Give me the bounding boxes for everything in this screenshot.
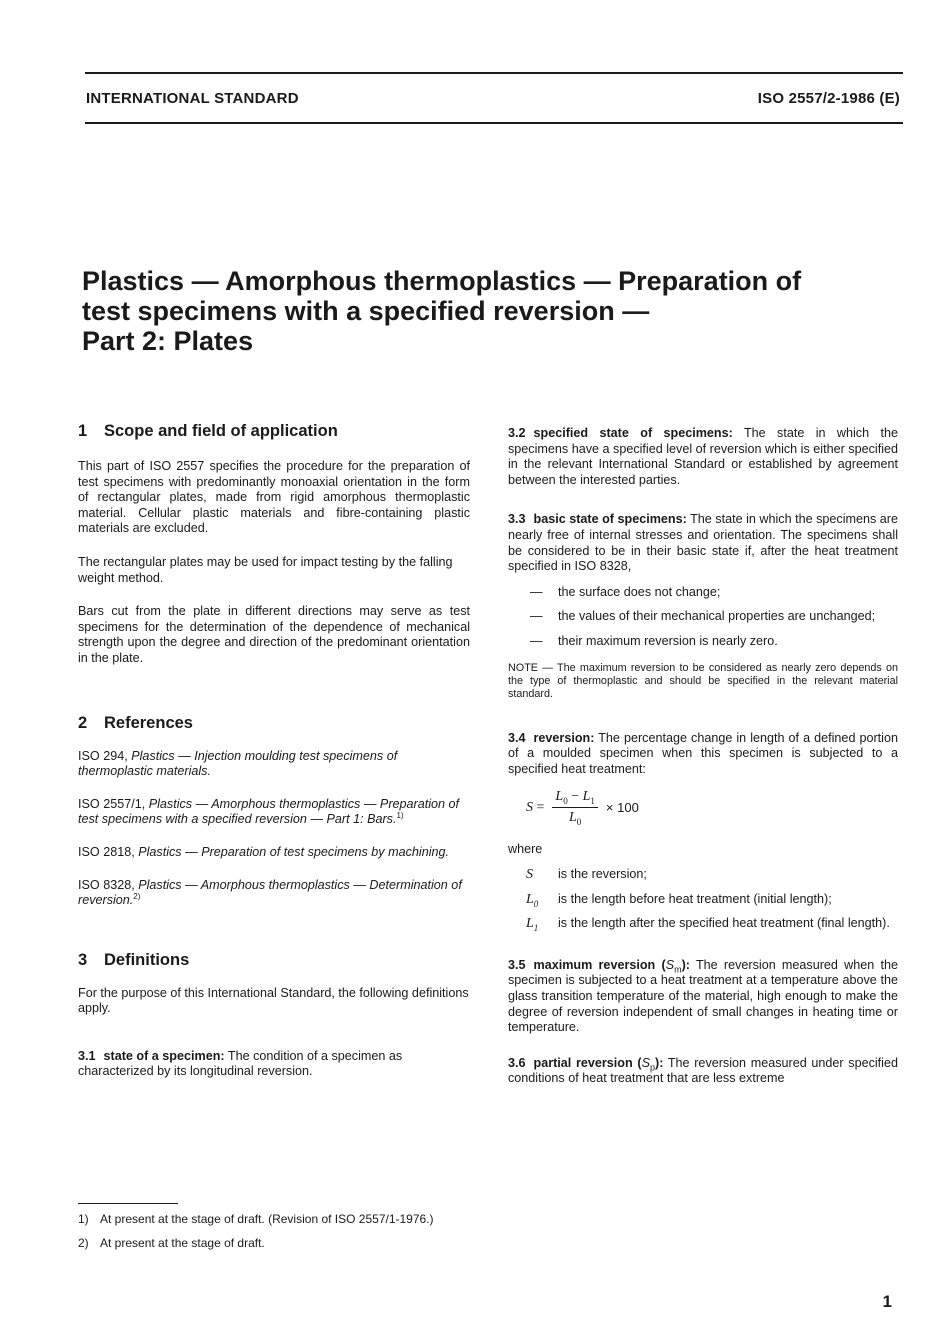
variable-row: $L_0$ is the length before heat treatment (initial length);	[526, 891, 832, 909]
variable-row: S is the reversion;	[526, 867, 647, 883]
list-item: — the surface does not change;	[530, 584, 721, 599]
note-3-3: NOTE — The maximum reversion to be considered as nearly zero depends on the type of thermoplastic and should be specified in the relevant material standard.	[508, 661, 898, 700]
reference-item: ISO 2818, Plastics — Preparation of test specimens by machining.	[78, 844, 450, 859]
document-title	[82, 266, 882, 356]
formula-fraction	[552, 789, 598, 825]
section-3-heading: 3 Definitions	[78, 950, 190, 969]
reversion-formula: S = $\frac{L_0 - L_1}{L_0}$ × 100	[526, 789, 639, 827]
section-1-heading: 1 Scope and field of application	[78, 422, 338, 440]
scope-paragraph-3: Bars cut from the plate in different directions may serve as test specimens for the determination of the dependence of mechanical strength upon the degree and direction of the predominant orientation in the plate.	[78, 604, 470, 665]
reference-item: ISO 2557/1, Plastics — Amorphous thermoplastics — Preparation of test specimens with a specified reversion — Part 1: Bars.$^{1)}$	[78, 796, 460, 827]
reference-item: ISO 294, Plastics — Injection moulding test specimens of thermoplastic materials.	[78, 748, 398, 779]
definition-3-6: 3.6 partial reversion $(S_p)$: The reversion measured under specified conditions of heat treatment that are less extreme	[508, 1055, 898, 1086]
list-item: — the values of their mechanical properties are unchanged;	[530, 609, 876, 624]
footnote: 1) At present at the stage of draft. (Revision of ISO 2557/1-1976.)	[78, 1212, 434, 1226]
header-top-rule	[85, 72, 903, 74]
footnote-separator	[78, 1203, 178, 1204]
definition-3-1: 3.1 state of a specimen: The condition of a specimen as characterized by its longitudinal reversion.	[78, 1048, 403, 1079]
formula-denominator: $L_0$	[569, 809, 582, 827]
title-line-1: Plastics — Amorphous thermoplastics — Preparation of	[82, 266, 802, 296]
scope-paragraph-2: The rectangular plates may be used for impact testing by the falling weight method.	[78, 554, 453, 585]
footnote-ref: 1)	[396, 811, 404, 821]
definition-3-4: 3.4 reversion: The percentage change in length of a defined portion of a moulded specimen when this specimen is subjected to a specified heat treatment:	[508, 730, 898, 776]
definition-3-2: 3.2 specified state of specimens: The state in which the specimens have a specified level of reversion which is either specified in the relevant International Standard or established by agreement between the interested parties.	[508, 426, 898, 487]
variable-row: $L_1$ is the length after the specified heat treatment (final length).	[526, 916, 890, 934]
standard-type-label: INTERNATIONAL STANDARD	[86, 90, 299, 107]
standard-number: ISO 2557/2-1986 (E)	[757, 90, 900, 107]
title-line-3: Part 2: Plates	[82, 326, 254, 356]
footnote-ref: 2)	[133, 891, 141, 901]
page-number: 1	[882, 1292, 892, 1311]
reference-item: ISO 8328, Plastics — Amorphous thermoplastics — Determination of reversion.$^{2)}$	[78, 877, 462, 908]
section-2-heading: 2 References	[78, 713, 193, 732]
definitions-intro: For the purpose of this International Standard, the following definitions apply.	[78, 985, 469, 1016]
where-label: where	[508, 841, 543, 856]
title-line-2: test specimens with a specified reversion —	[82, 296, 650, 326]
header-bottom-rule	[85, 122, 903, 124]
scope-paragraph-1: This part of ISO 2557 specifies the procedure for the preparation of test specimens with predominantly monoaxial orientation in the form of rectangular plates, made from rigid amorphous thermoplastic material. Cellular plastic materials and fibre-containing plastic materials are excluded.	[78, 459, 470, 536]
definition-3-5: 3.5 maximum reversion $(S_m)$: The reversion measured when the specimen is subjected to a heat treatment at a temperature above the glass transition temperature of the material, high enough to make the degree of reversion independent of small changes in heating time or temperature.	[508, 957, 899, 1035]
footnote: 2) At present at the stage of draft.	[78, 1236, 265, 1250]
formula-numerator: $L_0 - L_1$	[552, 789, 598, 808]
right-column	[508, 420, 898, 1087]
list-item: — their maximum reversion is nearly zero.	[530, 633, 778, 648]
left-column	[78, 420, 470, 1080]
definition-3-3: 3.3 basic state of specimens: The state in which the specimens are nearly free of internal stresses and orientation. The specimens shall be considered to be in their basic state if, after the heat treatment specified in ISO 8328,	[508, 512, 898, 574]
